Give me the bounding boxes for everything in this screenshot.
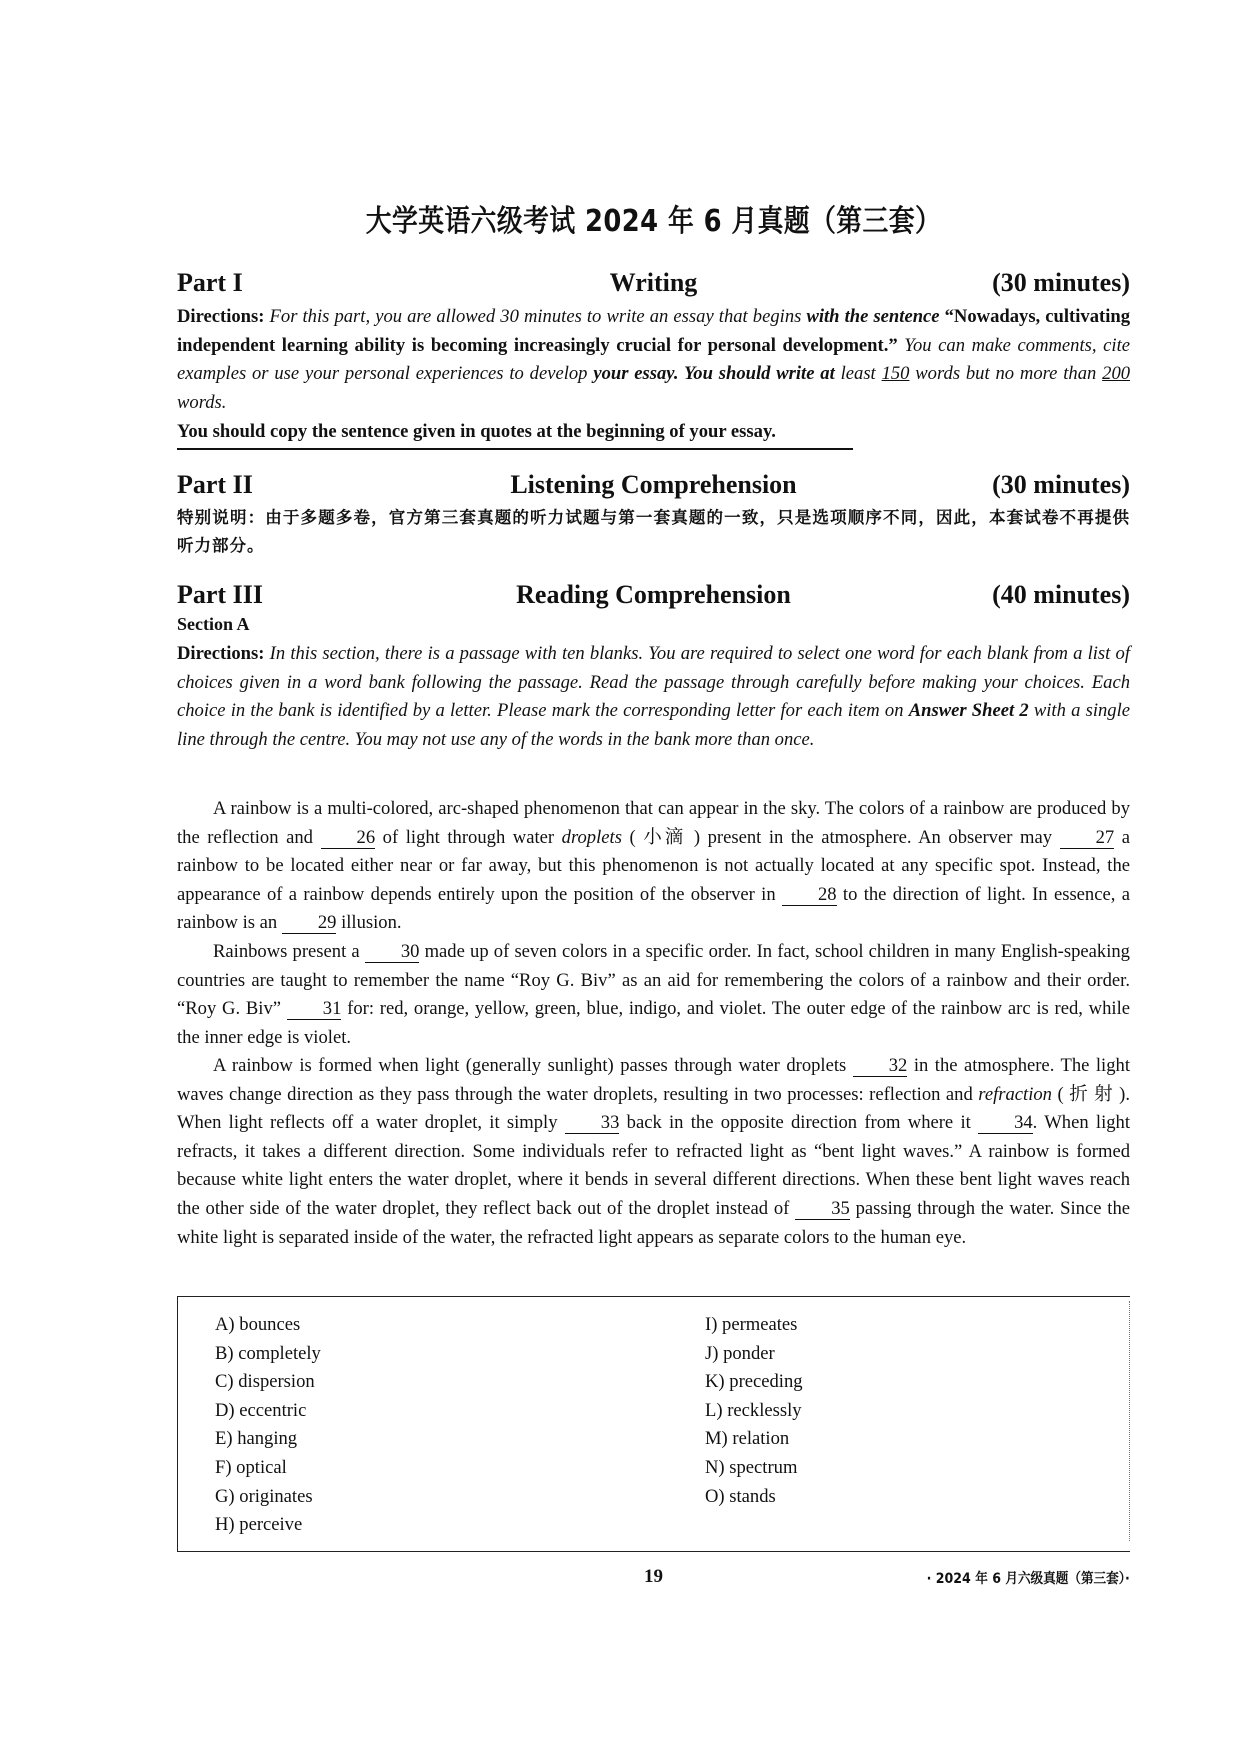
word-option: F) optical bbox=[215, 1456, 287, 1478]
part3-label: Part III bbox=[177, 580, 263, 609]
part1-label: Part I bbox=[177, 268, 243, 297]
blank-35[interactable]: 35 bbox=[795, 1199, 850, 1220]
part2-note: 特别说明：由于多题多卷，官方第三套真题的听力试题与第一套真题的一致，只是选项顺序不同，因此，本套试卷不再提供听力部分。 bbox=[177, 508, 1130, 555]
max-words: 200 bbox=[1102, 363, 1131, 385]
blank-28[interactable]: 28 bbox=[782, 885, 837, 906]
word-option: H) perceive bbox=[215, 1514, 303, 1536]
part1-note: You should copy the sentence given in quotes at the beginning of your essay. bbox=[177, 421, 776, 442]
word-bank-right-border bbox=[1128, 1301, 1130, 1541]
blank-29[interactable]: 29 bbox=[282, 913, 337, 934]
word-option: M) relation bbox=[705, 1428, 790, 1450]
section-a-label: Section A bbox=[177, 614, 250, 634]
word-option: J) ponder bbox=[705, 1342, 775, 1364]
note-underline bbox=[177, 448, 853, 450]
part1-time: (30 minutes) bbox=[992, 268, 1130, 297]
part2-time: (30 minutes) bbox=[992, 470, 1130, 499]
word-option: O) stands bbox=[705, 1485, 776, 1507]
page-title: 大学英语六级考试 2024 年 6 月真题（第三套） bbox=[365, 204, 942, 239]
part2-header bbox=[177, 470, 1130, 504]
word-option: K) preceding bbox=[705, 1371, 803, 1393]
footer-tag: · 2024 年 6 月六级真题（第三套）· bbox=[926, 1571, 1130, 1587]
blank-34[interactable]: 34 bbox=[978, 1113, 1033, 1134]
passage-paragraph-3: A rainbow is formed when light (generally sunlight) passes through water droplets 32 in the atmosphere. The light waves change direction as they pass through the water droplets, resulting in two processes: reflection and refraction ( 折 射 ). When light reflects off a water droplet, it simply 33 back in the opposite direction from where it 34. When light refracts, it takes a different direction. Some individuals refer to refracted light as “bent light waves.” A rainbow is formed because white light enters the water droplet, where it bends in several different directions. When these bent light waves reach the other side of the water droplet, they reflect back out of the droplet instead of 35 passing through the water. Since the white light is separated inside of the water, the refracted light appears as separate colors to the human eye. bbox=[177, 1055, 1131, 1248]
word-option: G) originates bbox=[215, 1485, 313, 1507]
part1-name: Writing bbox=[609, 268, 698, 297]
essay-prompt-quote: “Nowadays, cultivating independent learning ability is becoming increasingly crucial for personal development.” bbox=[177, 306, 1130, 356]
word-option: I) permeates bbox=[705, 1314, 798, 1335]
blank-27[interactable]: 27 bbox=[1060, 828, 1115, 849]
word-bank-left-column bbox=[215, 1311, 321, 1540]
part1-header bbox=[177, 268, 1130, 302]
word-option: C) dispersion bbox=[215, 1371, 315, 1393]
word-option: A) bounces bbox=[215, 1314, 301, 1335]
part3-directions: Directions: In this section, there is a passage with ten blanks. You are required to select one word for each blank from a list of choices given in a word bank following the passage. Read the passage through carefully before making your choices. Each choice in the bank is identified by a letter. Please mark the corresponding letter for each item on Answer Sheet 2 with a single line through the centre. You may not use any of the words in the bank more than once. bbox=[177, 643, 1131, 750]
passage-paragraph-1: A rainbow is a multi-colored, arc-shaped phenomenon that can appear in the sky. The colors of a rainbow are produced by the reflection and 26 of light through water droplets ( 小滴 ) present in the atmosphere. An observer may 27 a rainbow to be located either near or far away, but this phenomenon is not actually located at any specific spot. Instead, the appearance of a rainbow depends entirely upon the position of the observer in 28 to the direction of light. In essence, a rainbow is an 29 illusion. bbox=[177, 798, 1130, 934]
part1-directions: Directions: For this part, you are allowed 30 minutes to write an essay that begins with the sentence “Nowadays, cultivating independent learning ability is becoming increasingly crucial for personal development.” You can make comments, cite examples or use your personal experiences to develop your essay. You should write at least 150 words but no more than 200 words. bbox=[177, 306, 1131, 413]
page-number: 19 bbox=[644, 1566, 663, 1587]
word-bank-right-column bbox=[705, 1311, 803, 1511]
blank-30[interactable]: 30 bbox=[365, 942, 420, 963]
word-bank bbox=[177, 1296, 1130, 1552]
blank-26[interactable]: 26 bbox=[321, 828, 376, 849]
blank-33[interactable]: 33 bbox=[565, 1113, 620, 1134]
word-option: B) completely bbox=[215, 1342, 321, 1364]
word-option: D) eccentric bbox=[215, 1399, 307, 1421]
word-option: N) spectrum bbox=[705, 1456, 798, 1478]
blank-32[interactable]: 32 bbox=[853, 1056, 908, 1077]
word-option: E) hanging bbox=[215, 1428, 298, 1450]
min-words: 150 bbox=[881, 363, 910, 385]
blank-31[interactable]: 31 bbox=[287, 999, 342, 1020]
part3-time: (40 minutes) bbox=[992, 580, 1130, 609]
part2-label: Part II bbox=[177, 470, 253, 499]
part3-name: Reading Comprehension bbox=[516, 580, 791, 609]
part3-header bbox=[177, 580, 1130, 614]
passage-paragraph-2: Rainbows present a 30 made up of seven colors in a specific order. In fact, school children in many English-speaking countries are taught to remember the name “Roy G. Biv” as an aid for remembering the colors of a rainbow and their order. “Roy G. Biv” 31 for: red, orange, yellow, green, blue, indigo, and violet. The outer edge of the rainbow arc is red, while the inner edge is violet. bbox=[177, 941, 1130, 1048]
word-option: L) recklessly bbox=[705, 1399, 802, 1421]
part2-name: Listening Comprehension bbox=[510, 470, 797, 499]
